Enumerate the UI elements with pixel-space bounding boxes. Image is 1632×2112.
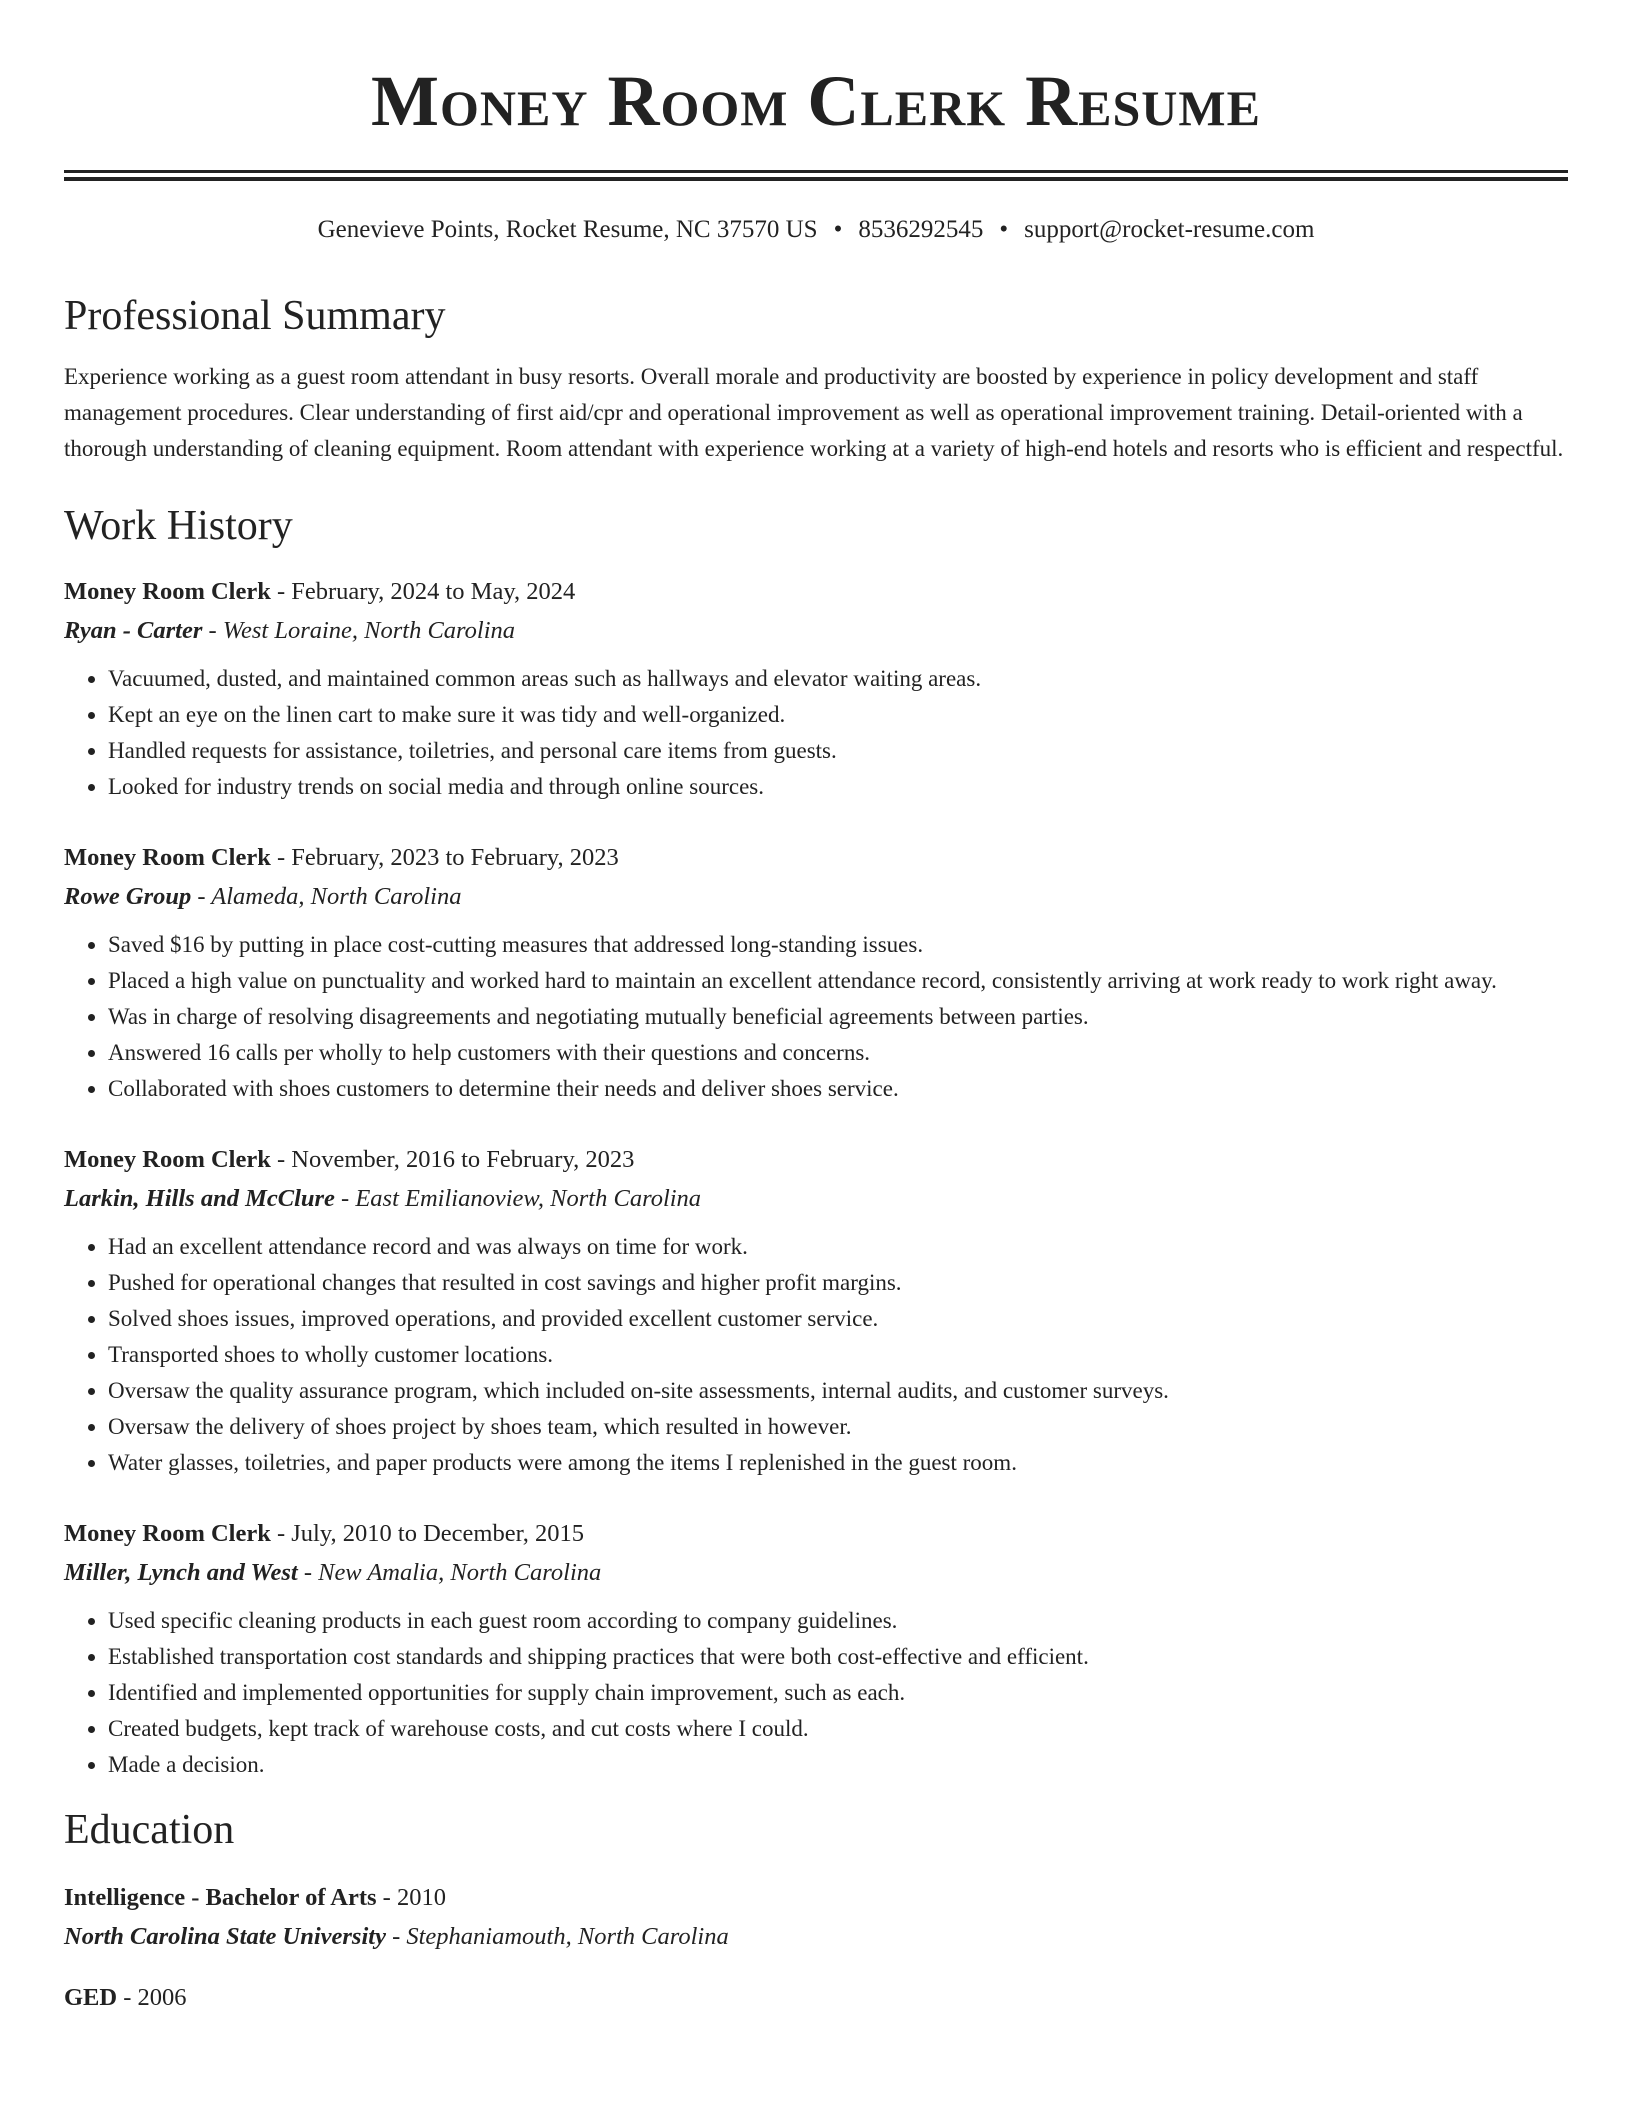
education-entry <box>64 1879 1568 1957</box>
contact-separator: • <box>999 216 1009 243</box>
education-entry <box>64 1979 1568 2017</box>
job-duty: • Saved $16 by putting in place cost-cutting measures that addressed long-standing issues. <box>108 927 1568 963</box>
job-duty: • Oversaw the quality assurance program, which included on-site assessments, internal audits, and customer surveys. <box>108 1373 1568 1409</box>
contact-line <box>64 215 1568 245</box>
job-company: Miller, Lynch and West <box>64 1559 298 1586</box>
job-company: Rowe Group <box>64 883 192 910</box>
job-duty: • Kept an eye on the linen cart to make sure it was tidy and well-organized. <box>108 697 1568 733</box>
education-degree: GED <box>64 1984 118 2011</box>
job-location: - New Amalia, North Carolina <box>297 1559 602 1586</box>
job-company: Ryan - Carter <box>64 617 203 644</box>
job-duty: • Handled requests for assistance, toiletries, and personal care items from guests. <box>108 733 1568 769</box>
summary-heading: Professional Summary <box>64 293 446 339</box>
job-entry <box>64 839 1568 1107</box>
job-duty: • Was in charge of resolving disagreements and negotiating mutually beneficial agreements between parties. <box>108 999 1568 1035</box>
job-header <box>64 1515 1568 1553</box>
education-degree-line <box>64 1879 1568 1917</box>
job-duty: • Identified and implemented opportunities for supply chain improvement, such as each. <box>108 1675 1568 1711</box>
job-title: Money Room Clerk <box>64 1520 271 1547</box>
education-degree-line <box>64 1979 1568 2017</box>
job-duty: • Transported shoes to wholly customer locations. <box>108 1337 1568 1373</box>
contact-phone: 8536292545 <box>858 216 984 243</box>
job-duty: • Had an excellent attendance record and was always on time for work. <box>108 1229 1568 1265</box>
job-entry <box>64 1141 1568 1481</box>
job-duty: • Created budgets, kept track of warehouse costs, and cut costs where I could. <box>108 1711 1568 1747</box>
job-duty: • Water glasses, toiletries, and paper products were among the items I replenished in the guest room. <box>108 1445 1568 1481</box>
education-location: - Stephaniamouth, North Carolina <box>385 1923 729 1950</box>
job-title: Money Room Clerk <box>64 578 271 605</box>
job-duty: • Made a decision. <box>108 1747 1568 1783</box>
work-history-heading: Work History <box>64 503 293 549</box>
job-duty: • Used specific cleaning products in each guest room according to company guidelines. <box>108 1603 1568 1639</box>
job-dates: - February, 2023 to February, 2023 <box>270 844 619 871</box>
education-heading: Education <box>64 1807 235 1853</box>
education-year: - 2010 <box>376 1884 446 1911</box>
job-title: Money Room Clerk <box>64 844 271 871</box>
job-location: - Alameda, North Carolina <box>191 883 462 910</box>
job-employer-line <box>64 1553 1568 1593</box>
job-title: Money Room Clerk <box>64 1146 271 1173</box>
education-year: - 2006 <box>117 1984 187 2011</box>
education-school: North Carolina State University <box>64 1923 386 1950</box>
job-duty: • Solved shoes issues, improved operations, and provided excellent customer service. <box>108 1301 1568 1337</box>
job-duty: • Placed a high value on punctuality and worked hard to maintain an excellent attendance record, consistently arriving at work ready to work right away. <box>108 963 1568 999</box>
job-location: - West Loraine, North Carolina <box>202 617 516 644</box>
job-dates: - November, 2016 to February, 2023 <box>270 1146 635 1173</box>
education-school-line <box>64 1917 1568 1957</box>
job-employer-line <box>64 611 1568 651</box>
contact-address: Genevieve Points, Rocket Resume, NC 37570 US <box>317 216 818 243</box>
contact-separator: • <box>833 216 843 243</box>
job-duties-list <box>64 1603 1568 1783</box>
job-dates: - July, 2010 to December, 2015 <box>270 1520 584 1547</box>
job-duties-list <box>64 927 1568 1107</box>
job-location: - East Emilianoview, North Carolina <box>334 1185 702 1212</box>
job-header <box>64 573 1568 611</box>
job-duty: • Pushed for operational changes that resulted in cost savings and higher profit margins. <box>108 1265 1568 1301</box>
job-dates: - February, 2024 to May, 2024 <box>270 578 576 605</box>
education-degree: Intelligence - Bachelor of Arts <box>64 1884 377 1911</box>
title-double-rule <box>64 170 1568 181</box>
job-company: Larkin, Hills and McClure <box>64 1185 335 1212</box>
job-entry <box>64 1515 1568 1783</box>
job-duty: • Answered 16 calls per wholly to help customers with their questions and concerns. <box>108 1035 1568 1071</box>
contact-email: support@rocket-resume.com <box>1024 216 1315 243</box>
job-duties-list <box>64 1229 1568 1481</box>
job-duty: • Established transportation cost standards and shipping practices that were both cost-effective and efficient. <box>108 1639 1568 1675</box>
job-header <box>64 1141 1568 1179</box>
job-duty: • Vacuumed, dusted, and maintained common areas such as hallways and elevator waiting areas. <box>108 661 1568 697</box>
job-employer-line <box>64 1179 1568 1219</box>
job-header <box>64 839 1568 877</box>
job-duty: • Collaborated with shoes customers to determine their needs and deliver shoes service. <box>108 1071 1568 1107</box>
job-entry <box>64 573 1568 805</box>
resume-title: Money Room Clerk Resume <box>371 61 1261 141</box>
job-duty: • Looked for industry trends on social media and through online sources. <box>108 769 1568 805</box>
job-duties-list <box>64 661 1568 805</box>
job-duty: • Oversaw the delivery of shoes project by shoes team, which resulted in however. <box>108 1409 1568 1445</box>
job-employer-line <box>64 877 1568 917</box>
summary-text: Experience working as a guest room attendant in busy resorts. Overall morale and productivity are boosted by experience in policy development and staff management procedures. Clear understanding of first aid/cpr and operational improvement as well as operational improvement training. Detail-oriented with a thorough understanding of cleaning equipment. Room attendant with experience working at a variety of high-end hotels and resorts who is efficient and respectful. <box>64 364 1564 461</box>
